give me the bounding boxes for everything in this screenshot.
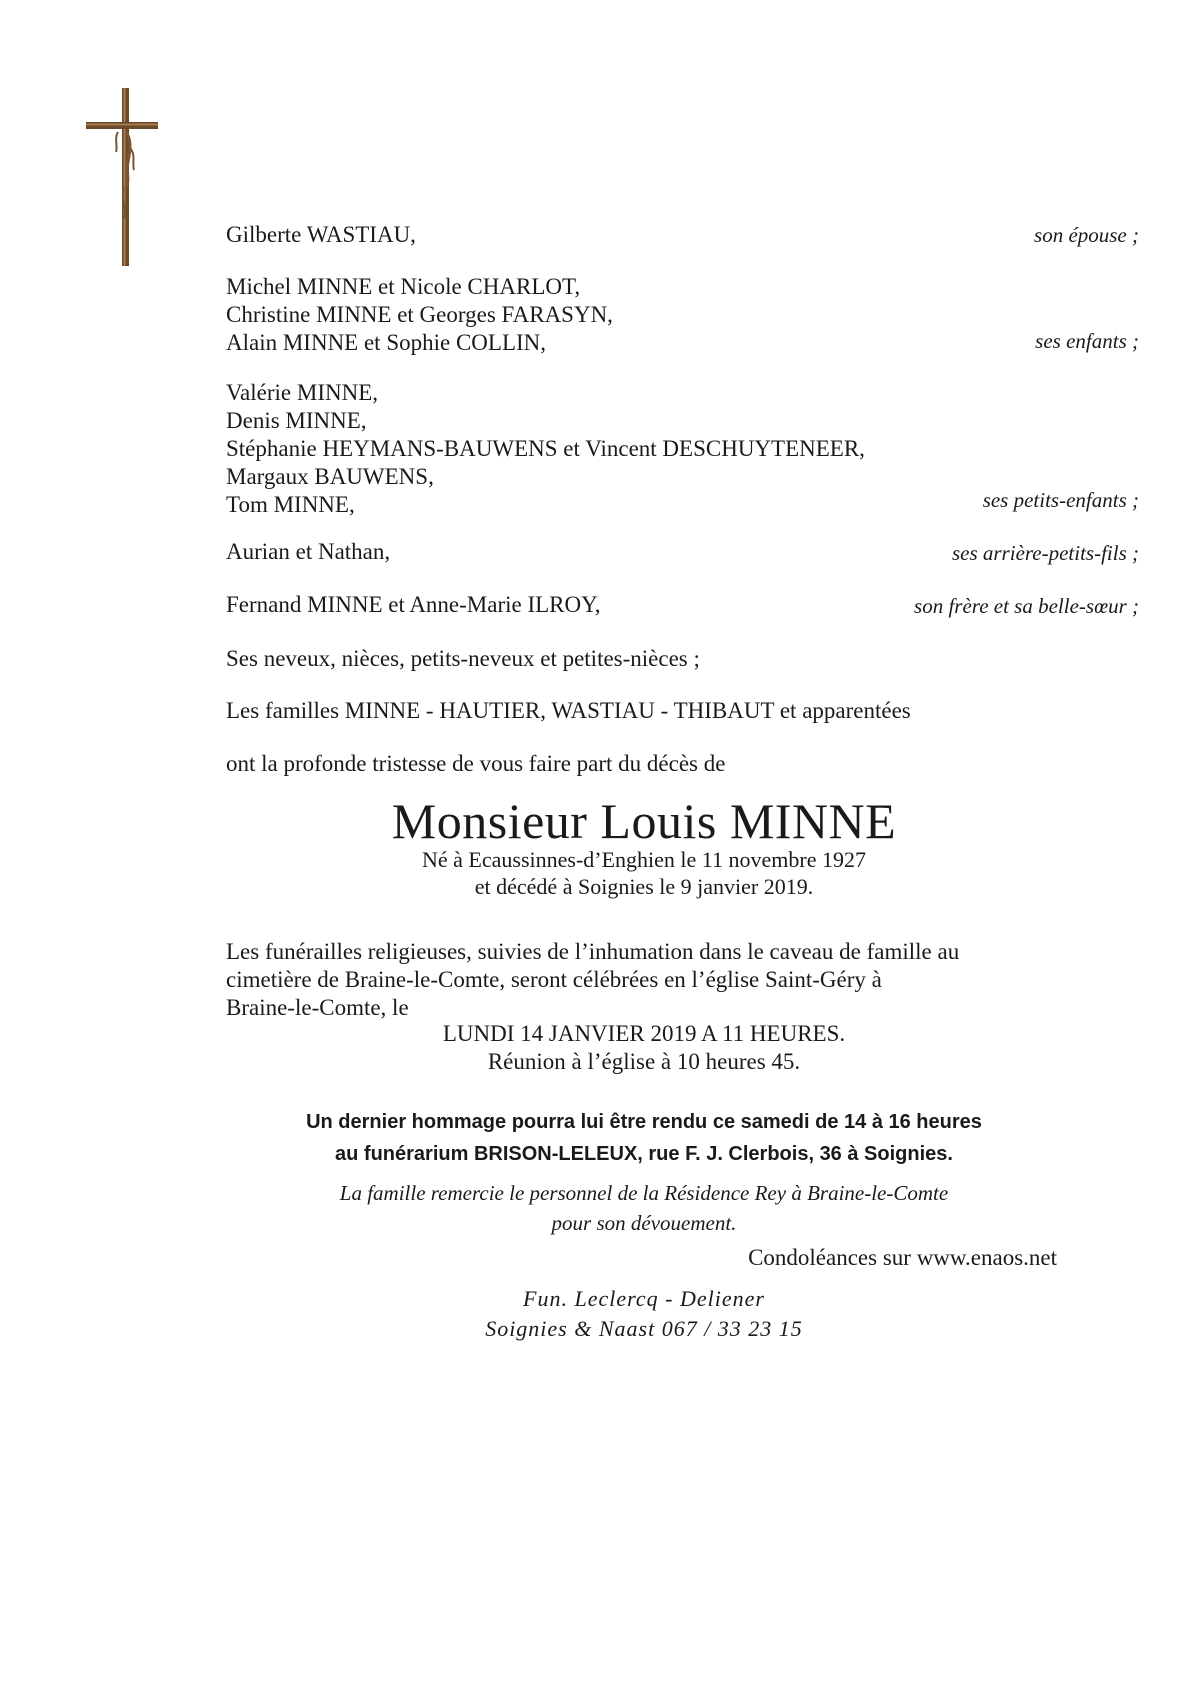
funeral-home-contact: Soignies & Naast 067 / 33 23 15 [485, 1316, 803, 1341]
funeral-home-name: Fun. Leclercq - Deliener [523, 1286, 765, 1311]
family-name-line: Aurian et Nathan, [226, 539, 391, 564]
family-name-line: Margaux BAUWENS, [226, 464, 434, 489]
funeral-text-line: Braine-le-Comte, le [226, 995, 409, 1020]
thanks-line: pour son dévouement. [551, 1211, 737, 1235]
family-name-line: Alain MINNE et Sophie COLLIN, [226, 330, 547, 355]
funeral-text-line: Les funérailles religieuses, suivies de l’inhumation dans le caveau de famille au [226, 939, 960, 964]
funeral-date: LUNDI 14 JANVIER 2019 A 11 HEURES. [442, 1021, 846, 1046]
condolences-link[interactable]: Condoléances sur www.enaos.net [748, 1245, 1057, 1270]
family-relation: ses arrière-petits-fils ; [951, 541, 1139, 565]
family-name-line: Gilberte WASTIAU, [226, 222, 416, 247]
family-name-line: Denis MINNE, [226, 408, 367, 433]
announce-line: ont la profonde tristesse de vous faire part du décès de [226, 751, 726, 776]
family-name-line: Christine MINNE et Georges FARASYN, [226, 302, 613, 327]
family-relation: son frère et sa belle-sœur ; [914, 594, 1139, 618]
funeral-meeting: Réunion à l’église à 10 heures 45. [487, 1049, 801, 1074]
thanks-line: La famille remercie le personnel de la Résidence Rey à Braine-le-Comte [339, 1181, 949, 1205]
family-relation: ses enfants ; [1035, 329, 1139, 353]
funeral-text-line: cimetière de Braine-le-Comte, seront célébrées en l’église Saint-Géry à [226, 967, 882, 992]
nephews-line: Ses neveux, nièces, petits-neveux et petites-nièces ; [226, 646, 700, 671]
deceased-name: Monsieur Louis MINNE [391, 793, 897, 849]
deceased-born: Né à Ecaussinnes-d’Enghien le 11 novembre 1927 [422, 847, 866, 872]
hommage-line: au funérarium BRISON-LELEUX, rue F. J. Clerbois, 36 à Soignies. [335, 1143, 953, 1165]
family-name-line: Stéphanie HEYMANS-BAUWENS et Vincent DESCHUYTENEER, [226, 436, 865, 461]
cross-icon [86, 88, 166, 288]
hommage-line: Un dernier hommage pourra lui être rendu ce samedi de 14 à 16 heures [306, 1111, 982, 1133]
family-relation: ses petits-enfants ; [982, 488, 1139, 512]
families-line: Les familles MINNE - HAUTIER, WASTIAU - THIBAUT et apparentées [226, 698, 911, 723]
family-name-line: Valérie MINNE, [226, 380, 379, 405]
family-name-line: Tom MINNE, [226, 492, 355, 517]
family-name-line: Fernand MINNE et Anne-Marie ILROY, [226, 592, 601, 617]
family-relation: son épouse ; [1034, 223, 1139, 247]
family-name-line: Michel MINNE et Nicole CHARLOT, [226, 274, 581, 299]
deceased-died: et décédé à Soignies le 9 janvier 2019. [474, 874, 814, 899]
